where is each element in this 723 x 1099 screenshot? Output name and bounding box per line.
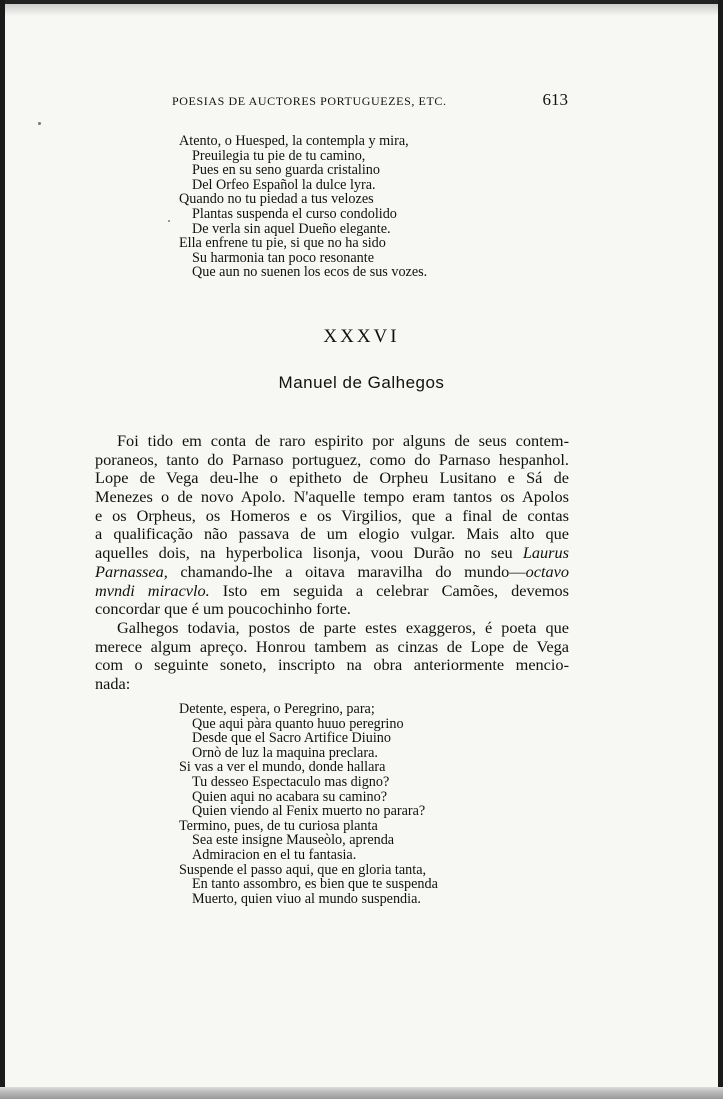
prose-body (95, 432, 569, 694)
italic-quote: octavo (525, 561, 569, 581)
prose-text: chamando-lhe a oitava maravilha do mundo— (167, 561, 526, 581)
verse-line: Ella enfrene tu pie, si que no ha sido (179, 235, 386, 252)
prose-line: com o seguinte soneto, inscripto na obra anteriormente mencio- (95, 655, 569, 675)
verse-line: Pues en su seno guarda cristalino (192, 162, 380, 179)
verse-line: Sea este insigne Mauseòlo, aprenda (192, 832, 395, 849)
prose-line: Foi tido em conta de raro espirito por alguns de seus contem- (117, 431, 569, 450)
verse-line: Ornò de luz la maquina preclara. (192, 744, 378, 761)
verse-line: Suspende el passo aqui, que en gloria tanta, (179, 861, 427, 878)
verse-line: Si vas a ver el mundo, donde hallara (179, 759, 386, 776)
verse-sonnet (179, 702, 438, 906)
section-title: Manuel de Galhegos (278, 373, 445, 392)
prose-line: e os Orpheus, os Homeros e os Virgilios, que a final de contas (95, 505, 569, 525)
verse-line: Detente, espera, o Peregrino, para; (179, 701, 375, 717)
prose-line: merece algum apreço. Honrou tambem as cinzas de Lope de Vega (95, 636, 569, 656)
prose-text: aquelles dois, na hyperbolica lisonja, voou Durão no seu (95, 543, 523, 563)
verse-line: Que aun no suenen los ecos de sus vozes. (192, 264, 428, 281)
prose-line: Galhegos todavia, postos de parte estes exaggeros, é poeta que (117, 617, 569, 637)
verse-line: Quien aqui no acabara su camino? (192, 788, 387, 805)
verse-line: Desde que el Sacro Artifice Diuino (192, 730, 391, 747)
prose-line: Lope de Vega deu-lhe o epitheto de Orpheu Lusitano e Sá de (95, 468, 569, 488)
verse-line: De verla sin aquel Dueño elegante. (192, 220, 391, 237)
running-title: POESIAS DE AUCTORES PORTUGUEZES, ETC. (172, 94, 447, 108)
verse-line: Que aqui pàra quanto huuo peregrino (192, 715, 404, 732)
paper-speck (168, 220, 170, 222)
italic-quote: mvndi miracvlo. (95, 580, 210, 600)
scan-edge-grain (0, 4, 723, 16)
page-number: 613 (542, 90, 568, 109)
section-number: XXXVI (323, 326, 400, 347)
scan-edge-left (0, 0, 5, 1099)
verse-line: En tanto assombro, es bien que te suspenda (192, 876, 438, 893)
paper-speck (38, 122, 41, 125)
italic-title: Parnassea, (95, 561, 168, 581)
scan-edge-bottom (0, 1087, 723, 1099)
verse-line: Del Orfeo Español la dulce lyra. (192, 176, 376, 193)
prose-line (95, 544, 569, 563)
running-header (172, 92, 570, 110)
verse-line: Quando no tu piedad a tus velozes (179, 191, 374, 208)
verse-line: Quien viendo al Fenix muerto no parara? (192, 803, 426, 820)
verse-line: Termino, pues, de tu curiosa planta (179, 817, 378, 834)
prose-text: Isto em seguida a celebrar Camões, devemos (209, 580, 570, 600)
verse-line: Su harmonia tan poco resonante (192, 249, 375, 266)
verse-line: Admiracion en el tu fantasia. (192, 846, 357, 863)
verse-line: Preuilegia tu pie de tu camino, (192, 147, 366, 164)
verse-line: Atento, o Huesped, la contempla y mira, (179, 133, 409, 149)
prose-line: concordar que é um poucochinho forte. (95, 599, 351, 619)
verse-top (179, 134, 427, 280)
prose-line (95, 582, 569, 601)
prose-line: nada: (95, 673, 131, 693)
prose-line: Menezes o de novo Apolo. N'aquelle tempo eram tantos os Apolos (95, 487, 569, 507)
verse-line: Tu desseo Espectaculo mas digno? (192, 773, 390, 790)
scan-edge-right (718, 0, 723, 1099)
verse-line: Muerto, quien viuo al mundo suspendia. (192, 890, 421, 907)
prose-line: a qualificação não passava de um elogio vulgar. Mais alto que (95, 524, 569, 544)
verse-line: Plantas suspenda el curso condolido (192, 205, 397, 222)
prose-line (95, 563, 569, 582)
italic-title: Laurus (522, 543, 569, 563)
prose-line: poraneos, tanto do Parnaso portuguez, como do Parnaso hespanhol. (95, 449, 569, 469)
